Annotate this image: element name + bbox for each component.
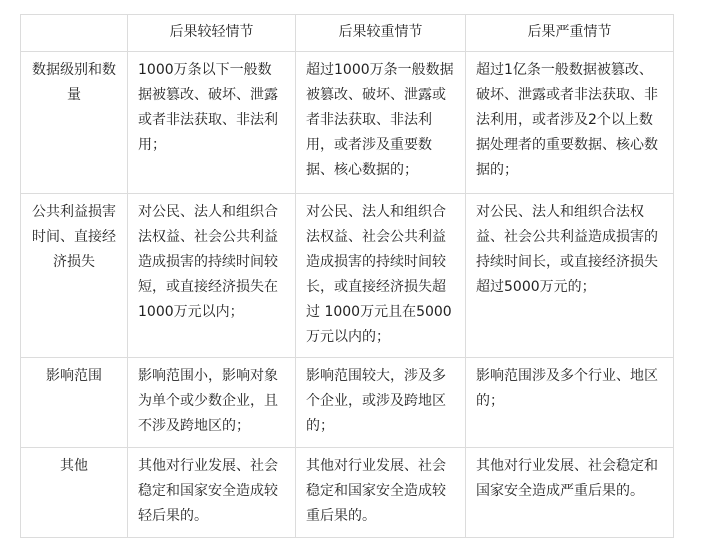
header-minor-consequence: 后果较轻情节 [128,15,296,52]
table-cell: 超过1亿条一般数据被篡改、破坏、泄露或者非法获取、非法利用，或者涉及2个以上数据处理者的重要数据、核心数据的； [466,52,674,194]
table-cell: 其他对行业发展、社会稳定和国家安全造成严重后果的。 [466,448,674,538]
consequence-table-container [20,14,674,538]
header-severe-consequence: 后果严重情节 [466,15,674,52]
table-row [21,52,674,194]
table-cell: 影响范围涉及多个行业、地区的； [466,358,674,448]
table-cell: 对公民、法人和组织合法权益、社会公共利益造成损害的持续时间长，或直接经济损失超过5000万元的； [466,194,674,358]
table-cell: 对公民、法人和组织合法权益、社会公共利益造成损害的持续时间较短，或直接经济损失在1000万元以内； [128,194,296,358]
table-cell: 影响范围较大，涉及多个企业，或涉及跨地区的； [296,358,466,448]
row-label-data-level: 数据级别和数量 [21,52,128,194]
row-label-public-interest: 公共利益损害时间、直接经济损失 [21,194,128,358]
table-row [21,194,674,358]
table-cell: 对公民、法人和组织合法权益、社会公共利益造成损害的持续时间较长，或直接经济损失超过 1000万元且在5000万元以内的； [296,194,466,358]
row-label-impact-scope: 影响范围 [21,358,128,448]
table-row [21,358,674,448]
table-cell: 其他对行业发展、社会稳定和国家安全造成较重后果的。 [296,448,466,538]
consequence-severity-table [20,14,674,538]
table-cell: 影响范围小，影响对象为单个或少数企业，且不涉及跨地区的； [128,358,296,448]
table-cell: 其他对行业发展、社会稳定和国家安全造成较轻后果的。 [128,448,296,538]
table-header-row [21,15,674,52]
header-serious-consequence: 后果较重情节 [296,15,466,52]
header-empty-cell [21,15,128,52]
table-cell: 1000万条以下一般数据被篡改、破坏、泄露或者非法获取、非法利用； [128,52,296,194]
table-row [21,448,674,538]
row-label-other: 其他 [21,448,128,538]
table-cell: 超过1000万条一般数据被篡改、破坏、泄露或者非法获取、非法利用，或者涉及重要数据、核心数据的； [296,52,466,194]
